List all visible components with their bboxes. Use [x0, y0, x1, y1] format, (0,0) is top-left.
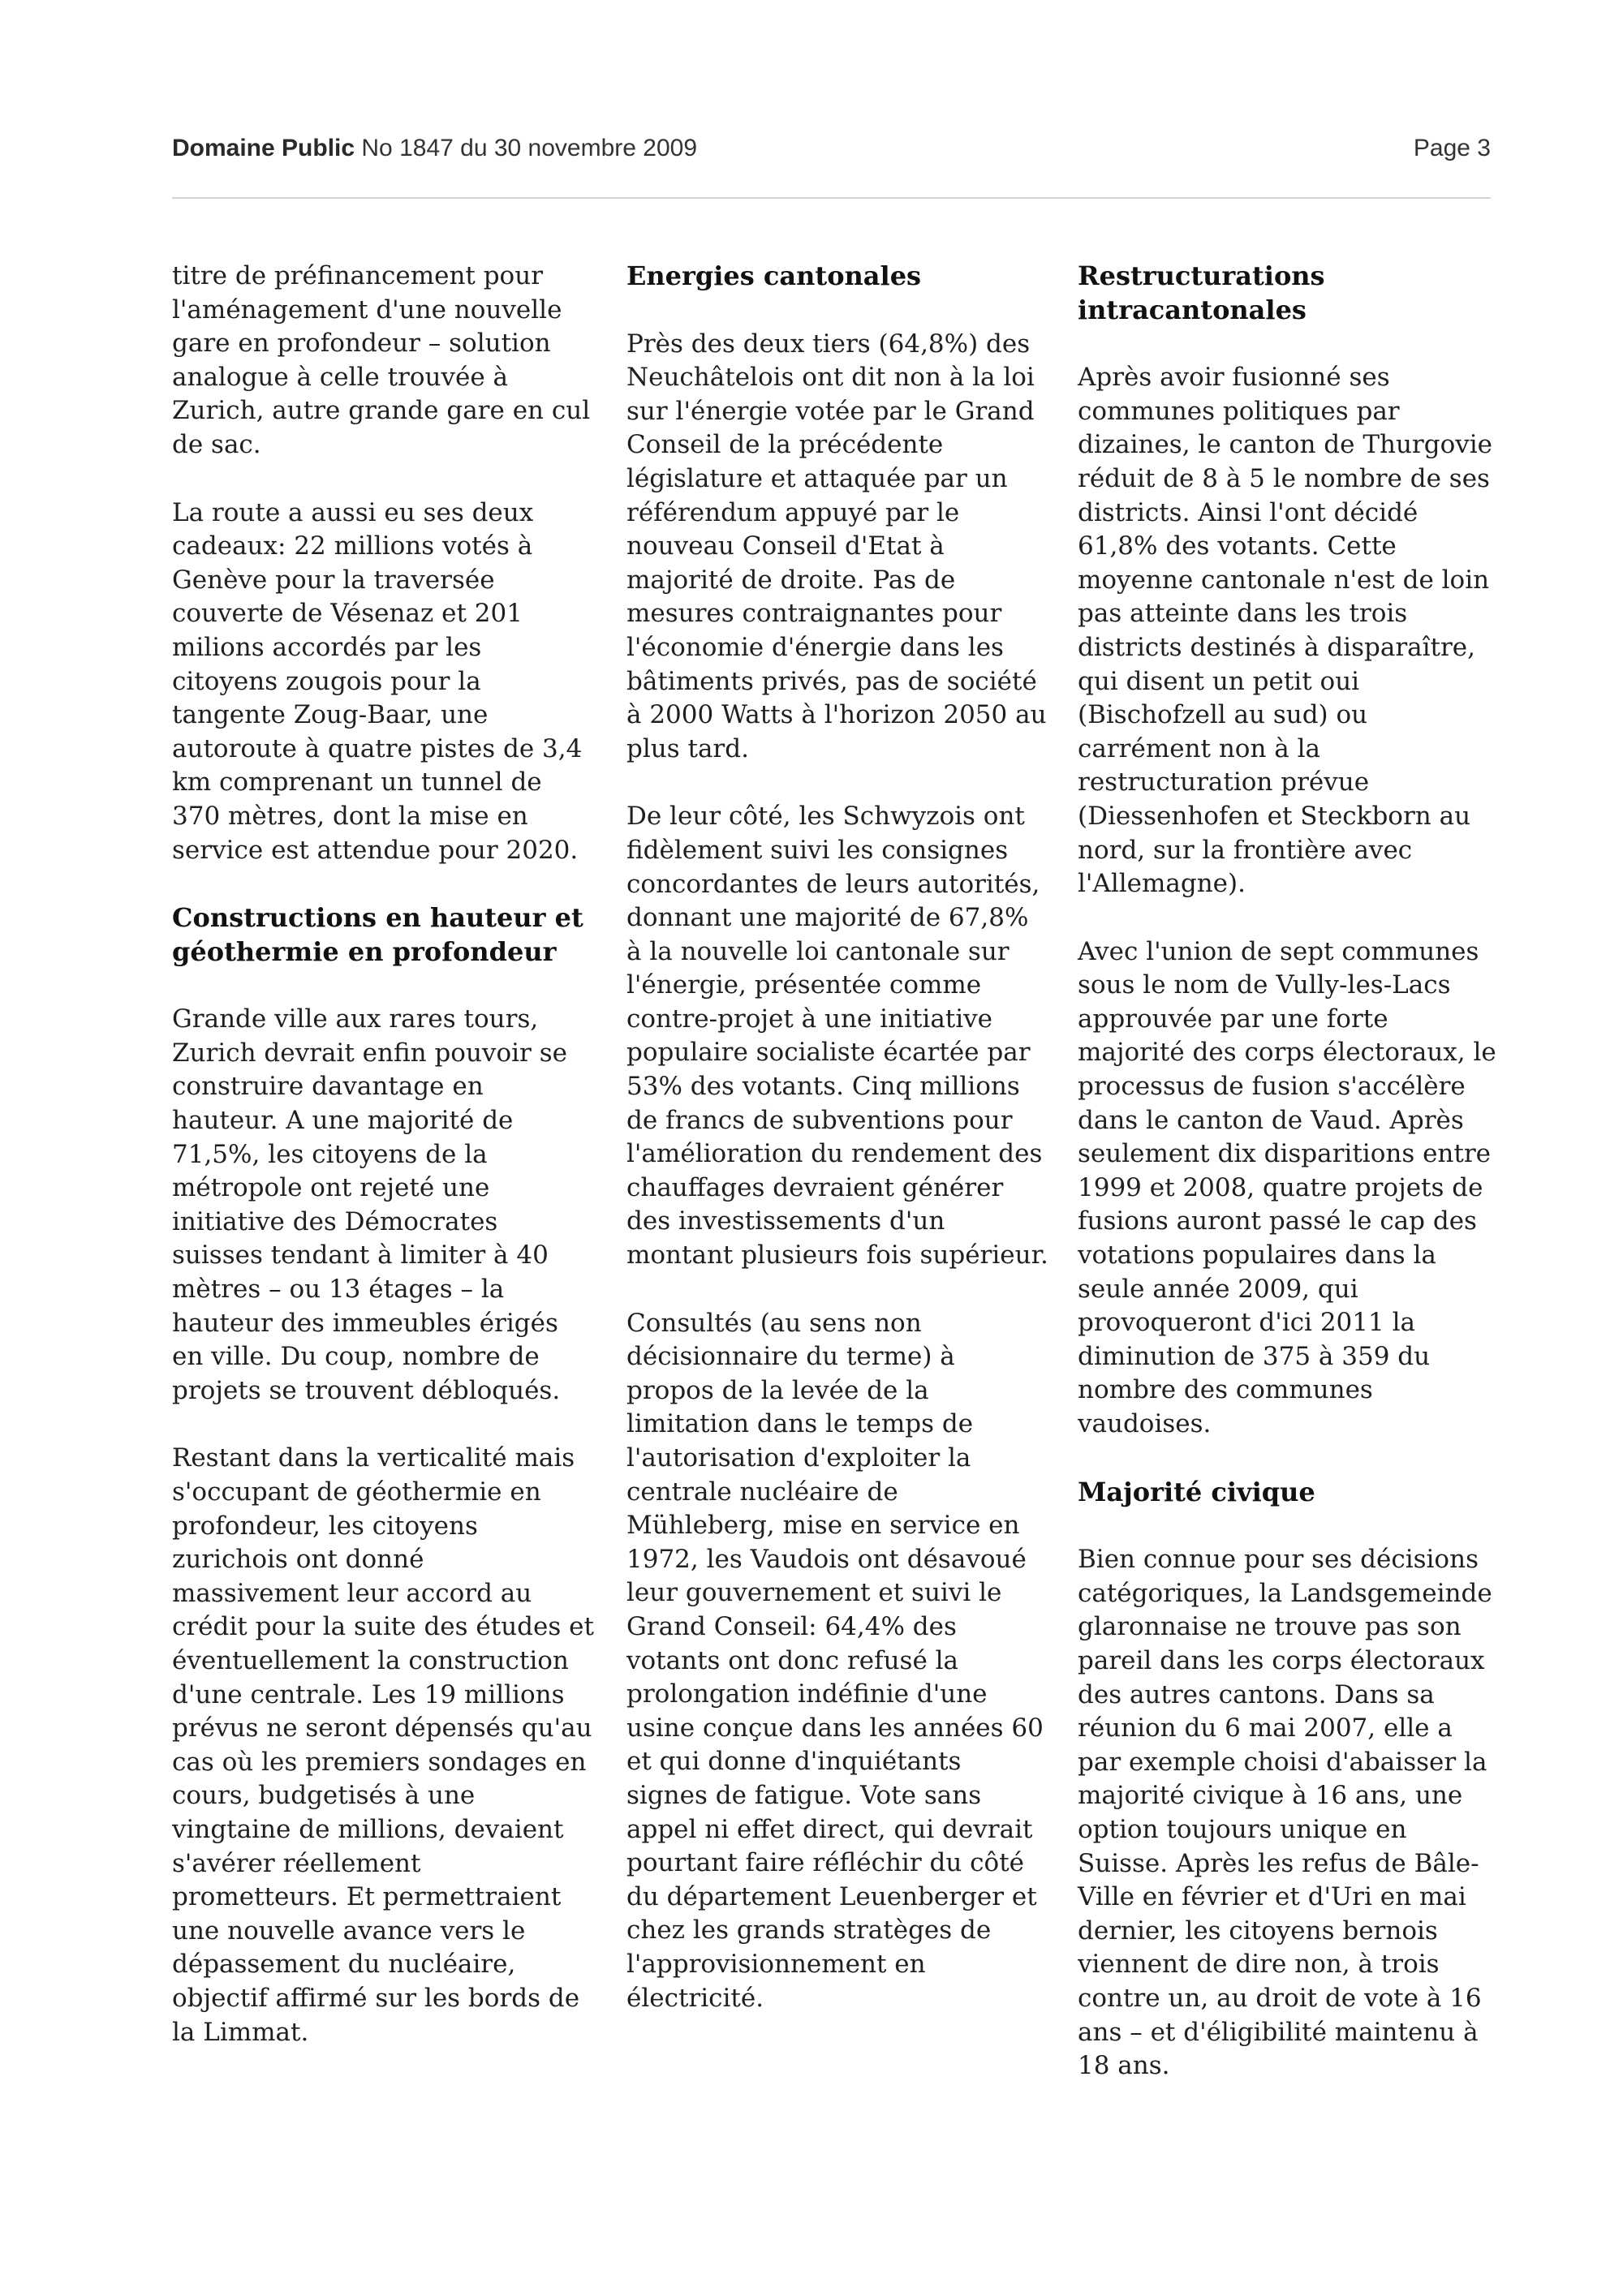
column-1: [172, 260, 594, 2083]
paragraph: Bien connue pour ses décisions catégoriques, la Landsgemeinde glaronnaise ne trouve pas son pareil dans les corps électoraux des autres cantons. Dans sa réunion du 6 mai 2007, elle a par exemple choisi d'abaisser la majorité civique à 16 ans, une option toujours unique en Suisse. Après les refus de Bâle-Ville en février et d'Uri en mai dernier, les citoyens bernois viennent de dire non, à trois contre un, au droit de vote à 16 ans – et d'éligibilité maintenu à 18 ans.: [1078, 1545, 1492, 2081]
paragraph: Restant dans la verticalité mais s'occupant de géothermie en profondeur, les citoyens zurichois ont donné massivement leur accord au crédit pour la suite des études et éventuellement la construction d'une centrale. Les 19 millions prévus ne seront dépensés qu'au cas où les premiers sondages en cours, budgetisés à une vingtaine de millions, devaient s'avérer réellement prometteurs. Et permettraient une nouvelle avance vers le dépassement du nucléaire, objectif affirmé sur les bords de la Limmat.: [172, 1443, 594, 2047]
column-3: [1078, 260, 1500, 2118]
paragraph: La route a aussi eu ses deux cadeaux: 22 millions votés à Genève pour la traversée couverte de Vésenaz et 201 milions accordés par les citoyens zougois pour la tangente Zoug-Baar, une autoroute à quatre pistes de 3,4 km comprenant un tunnel de 370 mètres, dont la mise en service est attendue pour 2020.: [172, 497, 583, 865]
section-heading: Energies cantonales: [626, 260, 922, 291]
paragraph: Avec l'union de sept communes sous le nom de Vully-les-Lacs approuvée par une forte majorité des corps électoraux, le processus de fusion s'accélère dans le canton de Vaud. Après seulement dix disparitions entre 1999 et 2008, quatre projets de fusions auront passé le cap des votations populaires dans la seule année 2009, qui provoqueront d'ici 2011 la diminution de 375 à 359 du nombre des communes vaudoises.: [1078, 936, 1496, 1438]
section-heading: Constructions en hauteur et géothermie en profondeur: [172, 902, 583, 967]
issue-line: [172, 135, 697, 162]
page-number: Page 3: [1413, 135, 1491, 161]
paragraph: De leur côté, les Schwyzois ont fidèlement suivi les consignes concordantes de leurs autorités, donnant une majorité de 67,8% à la nouvelle loi cantonale sur l'énergie, présentée comme contre-projet à une initiative populaire socialiste écartée par 53% des votants. Cinq millions de francs de subventions pour l'amélioration du rendement des chauffages devraient générer des investissements d'un montant plusieurs fois supérieur.: [626, 802, 1048, 1271]
paragraph: Près des deux tiers (64,8%) des Neuchâtelois ont dit non à la loi sur l'énergie votée par le Grand Conseil de la précédente législature et attaquée par un référendum appuyé par le nouveau Conseil d'Etat à majorité de droite. Pas de mesures contraignantes pour l'économie d'énergie dans les bâtiments privés, pas de société à 2000 Watts à l'horizon 2050 au plus tard.: [626, 329, 1047, 763]
publication-name: Domaine Public: [172, 135, 355, 161]
section-heading: Restructurations intracantonales: [1078, 260, 1325, 325]
paragraph: titre de préfinancement pour l'aménagement d'une nouvelle gare en profondeur – solution analogue à celle trouvée à Zurich, autre grande gare en cul de sac.: [172, 261, 591, 459]
page-header: [172, 135, 1491, 167]
issue-number: No 1847 du 30 novembre 2009: [361, 135, 698, 161]
paragraph: Consultés (au sens non décisionnaire du terme) à propos de la levée de la limitation dans le temps de l'autorisation d'exploiter la centrale nucléaire de Mühleberg, mise en service en 1972, les Vaudois ont désavoué leur gouvernement et suivi le Grand Conseil: 64,4% des votants ont donc refusé la prolongation indéfinie d'une usine conçue dans les années 60 et qui donne d'inquiétants signes de fatigue. Vote sans appel ni effet direct, qui devrait pourtant faire réfléchir du côté du département Leuenberger et chez les grands stratèges de l'approvisionnement en électricité.: [626, 1308, 1044, 2013]
paragraph: Après avoir fusionné ses communes politiques par dizaines, le canton de Thurgovie réduit de 8 à 5 le nombre de ses districts. Ainsi l'ont décidé 61,8% des votants. Cette moyenne cantonale n'est de loin pas atteinte dans les trois districts destinés à disparaître, qui disent un petit oui (Bischofzell au sud) ou carrément non à la restructuration prévue (Diessenhofen et Steckborn au nord, sur la frontière avec l'Allemagne).: [1078, 363, 1493, 899]
header-divider: [172, 197, 1491, 199]
paragraph: Grande ville aux rares tours, Zurich devrait enfin pouvoir se construire davantage en hauteur. A une majorité de 71,5%, les citoyens de la métropole ont rejeté une initiative des Démocrates suisses tendant à limiter à 40 mètres – ou 13 étages – la hauteur des immeubles érigés en ville. Du coup, nombre de projets se trouvent débloqués.: [172, 1004, 567, 1405]
section-heading: Majorité civique: [1078, 1476, 1315, 1507]
column-2: [626, 260, 1048, 2049]
